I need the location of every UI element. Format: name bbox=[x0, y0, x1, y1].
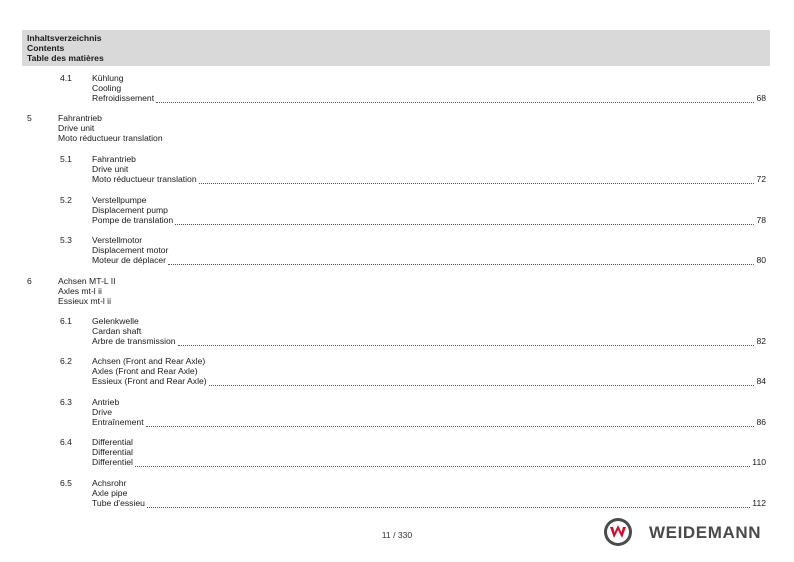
weidemann-logo-icon bbox=[603, 517, 633, 547]
entry-number: 4.1 bbox=[60, 73, 72, 83]
entry-leader-line[interactable] bbox=[92, 174, 766, 184]
chapter-title-en: Drive unit bbox=[58, 123, 95, 133]
entry-title-fr: Moteur de déplacer bbox=[92, 255, 167, 265]
entry-page-number: 112 bbox=[752, 498, 766, 508]
entry-title-fr: Differentiel bbox=[92, 457, 133, 467]
entry-title-de: Verstellmotor bbox=[92, 235, 143, 245]
entry-title-de: Fahrantrieb bbox=[92, 154, 136, 164]
page-indicator: 11 / 330 bbox=[381, 530, 413, 540]
chapter-title-de: Fahrantrieb bbox=[58, 113, 102, 123]
entry-title-fr: Tube d'essieu bbox=[92, 498, 145, 508]
chapter-title-fr: Moto réductueur translation bbox=[58, 133, 163, 143]
entry-leader-line[interactable] bbox=[92, 215, 766, 225]
entry-title-en: Cardan shaft bbox=[92, 326, 142, 336]
entry-leader-line[interactable] bbox=[92, 498, 766, 508]
entry-title-en: Displacement motor bbox=[92, 245, 169, 255]
entry-leader-line[interactable] bbox=[92, 336, 766, 346]
header-title-en: Contents bbox=[27, 43, 65, 53]
entry-title-de: Antrieb bbox=[92, 397, 120, 407]
logo-inner bbox=[607, 521, 629, 543]
entry-page-number: 68 bbox=[756, 93, 766, 103]
entry-number: 5.2 bbox=[60, 195, 72, 205]
entry-title-fr: Moto réductueur translation bbox=[92, 174, 197, 184]
entry-title-de: Kühlung bbox=[92, 73, 124, 83]
leader-dots bbox=[156, 95, 754, 103]
entry-number: 6.3 bbox=[60, 397, 72, 407]
chapter-title-en: Axles mt-l ii bbox=[58, 286, 102, 296]
entry-page-number: 80 bbox=[756, 255, 766, 265]
entry-title-de: Gelenkwelle bbox=[92, 316, 139, 326]
entry-title-fr: Arbre de transmission bbox=[92, 336, 176, 346]
entry-number: 5.1 bbox=[60, 154, 72, 164]
header-title-fr: Table des matières bbox=[27, 53, 104, 63]
entry-page-number: 110 bbox=[752, 457, 766, 467]
entry-title-en: Axles (Front and Rear Axle) bbox=[92, 366, 198, 376]
entry-leader-line[interactable] bbox=[92, 93, 766, 103]
entry-title-fr: Essieux (Front and Rear Axle) bbox=[92, 376, 207, 386]
entry-number: 5.3 bbox=[60, 235, 72, 245]
entry-title-de: Achsen (Front and Rear Axle) bbox=[92, 356, 206, 366]
entry-page-number: 82 bbox=[756, 336, 766, 346]
leader-dots bbox=[175, 217, 754, 225]
entry-title-en: Displacement pump bbox=[92, 205, 168, 215]
entry-number: 6.1 bbox=[60, 316, 72, 326]
leader-dots bbox=[135, 459, 750, 467]
entry-title-de: Differential bbox=[92, 437, 133, 447]
entry-title-en: Drive unit bbox=[92, 164, 129, 174]
leader-dots bbox=[168, 257, 754, 265]
chapter-number: 5 bbox=[27, 113, 32, 123]
leader-dots bbox=[147, 500, 750, 508]
entry-title-de: Achsrohr bbox=[92, 478, 127, 488]
entry-page-number: 86 bbox=[756, 417, 766, 427]
entry-leader-line[interactable] bbox=[92, 376, 766, 386]
leader-dots bbox=[146, 419, 755, 427]
chapter-title-de: Achsen MT-L II bbox=[58, 276, 116, 286]
entry-title-en: Drive bbox=[92, 407, 113, 417]
entry-title-fr: Refroidissement bbox=[92, 93, 155, 103]
entry-title-fr: Pompe de translation bbox=[92, 215, 174, 225]
entry-title-fr: Entraînement bbox=[92, 417, 144, 427]
entry-page-number: 78 bbox=[756, 215, 766, 225]
header-title-de: Inhaltsverzeichnis bbox=[27, 33, 102, 43]
brand-logo-text: WEIDEMANN bbox=[649, 523, 762, 542]
entry-title-de: Verstellpumpe bbox=[92, 195, 147, 205]
entry-leader-line[interactable] bbox=[92, 417, 766, 427]
leader-dots bbox=[209, 378, 755, 386]
entry-number: 6.4 bbox=[60, 437, 72, 447]
entry-page-number: 84 bbox=[756, 376, 766, 386]
entry-title-en: Axle pipe bbox=[92, 488, 128, 498]
entry-page-number: 72 bbox=[756, 174, 766, 184]
chapter-number: 6 bbox=[27, 276, 32, 286]
entry-number: 6.5 bbox=[60, 478, 72, 488]
entry-leader-line[interactable] bbox=[92, 255, 766, 265]
toc-header bbox=[22, 30, 770, 66]
leader-dots bbox=[178, 338, 755, 346]
chapter-title-fr: Essieux mt-l ii bbox=[58, 296, 112, 306]
entry-number: 6.2 bbox=[60, 356, 72, 366]
entry-title-en: Cooling bbox=[92, 83, 122, 93]
entry-leader-line[interactable] bbox=[92, 457, 766, 467]
entry-title-en: Differential bbox=[92, 447, 133, 457]
leader-dots bbox=[199, 176, 755, 184]
